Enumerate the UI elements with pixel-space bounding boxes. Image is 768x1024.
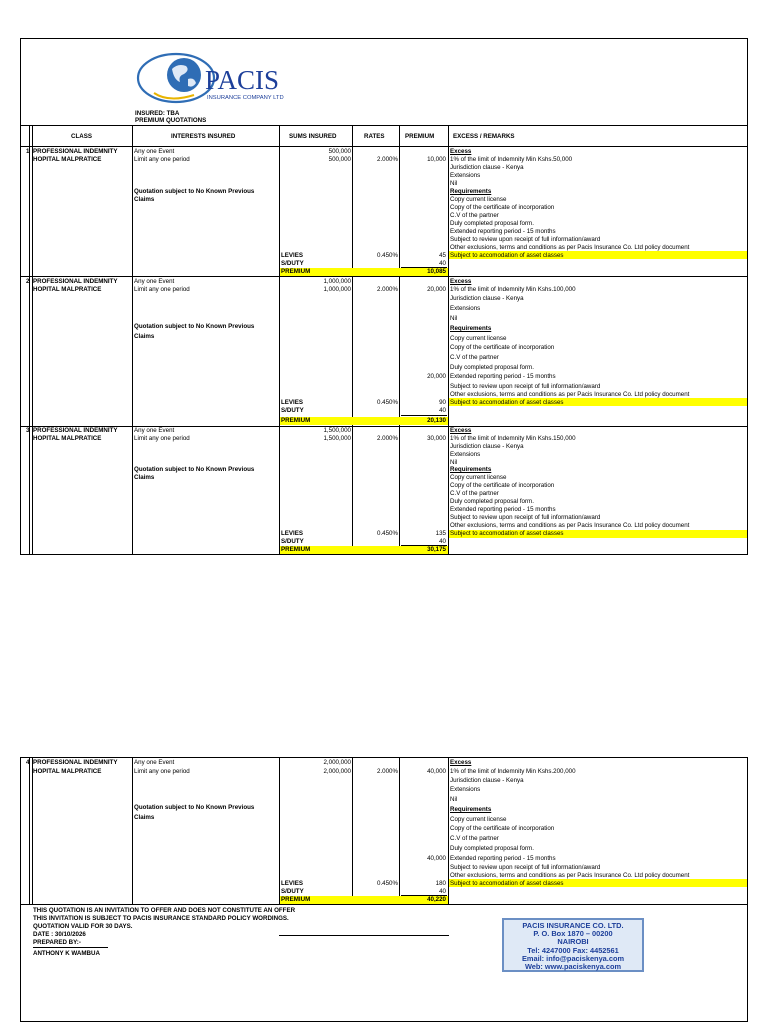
quote-note-claims: Claims: [134, 474, 155, 481]
jurisdiction: Jurisdiction clause - Kenya: [450, 295, 524, 302]
levies-label: LEVIES: [281, 880, 304, 887]
extensions: Extensions: [450, 172, 481, 179]
interest-event: Any one Event: [134, 148, 175, 155]
requirements-title: Requirements: [450, 466, 492, 473]
total-premium-label: PREMIUM: [281, 546, 311, 553]
jurisdiction: Jurisdiction clause - Kenya: [450, 777, 524, 784]
requirement: Duly completed proposal form.: [450, 220, 534, 227]
excess-title: Excess: [450, 759, 472, 766]
requirement: Extended reporting period - 15 months: [450, 506, 556, 513]
stamp-web: Web: www.paciskenya.com: [524, 962, 622, 972]
requirement: Copy of the certificate of incorporation: [450, 482, 555, 489]
stamp-duty-label: S/DUTY: [281, 538, 304, 545]
excess-title: Excess: [450, 278, 472, 285]
premium: 30,000: [427, 435, 446, 442]
premium: 40,000: [427, 768, 446, 775]
sum-insured-period: 500,000: [328, 156, 351, 163]
extensions-nil: Nil: [450, 796, 458, 803]
total-premium: 20,130: [427, 417, 446, 424]
requirements-title: Requirements: [450, 806, 492, 813]
levies-amount: 45: [439, 252, 446, 259]
class-subname: HOPITAL MALPRATICE: [33, 435, 102, 442]
jurisdiction: Jurisdiction clause - Kenya: [450, 443, 524, 450]
class-subname: HOPITAL MALPRATICE: [33, 286, 102, 293]
premium: 20,000: [427, 286, 446, 293]
extended-period-premium: 40,000: [427, 855, 446, 862]
requirement: Subject to review upon receipt of full information/award: [450, 514, 601, 521]
total-premium: 10,085: [427, 268, 446, 275]
sum-insured-period: 2,000,000: [323, 768, 351, 775]
class-name: PROFESSIONAL INDEMNITY: [33, 278, 118, 285]
requirement: Subject to review upon receipt of full information/award: [450, 864, 601, 871]
col-interests: INTERESTS INSURED: [171, 133, 236, 140]
requirement: Duly completed proposal form.: [450, 845, 534, 852]
quote-note-claims: Claims: [134, 196, 155, 203]
levies-amount: 90: [439, 399, 446, 406]
stamp-duty-amount: 40: [439, 407, 446, 414]
class-name: PROFESSIONAL INDEMNITY: [33, 427, 118, 434]
quotation-page-2: [20, 757, 748, 1022]
stamp-city: NAIROBI: [557, 937, 589, 947]
requirement: Duly completed proposal form.: [450, 364, 534, 371]
disclaimer-wordings: THIS INVITATION IS SUBJECT TO PACIS INSURANCE STANDARD POLICY WORDINGS.: [33, 915, 289, 922]
sum-insured-period: 1,000,000: [323, 286, 351, 293]
requirement: Extended reporting period - 15 months: [450, 373, 556, 380]
quotation-page-1: [20, 38, 748, 555]
requirement: C.V of the partner: [450, 354, 499, 361]
quote-note: Quotation subject to No Known Previous: [134, 323, 255, 330]
sum-insured-period: 1,500,000: [323, 435, 351, 442]
class-name: PROFESSIONAL INDEMNITY: [33, 148, 118, 155]
col-sums: SUMS INSURED: [289, 133, 337, 140]
excess-title: Excess: [450, 427, 472, 434]
requirements-title: Requirements: [450, 188, 492, 195]
class-subname: HOPITAL MALPRATICE: [33, 156, 102, 163]
stamp-duty-amount: 40: [439, 888, 446, 895]
levies-amount: 135: [435, 530, 446, 537]
requirement: Subject to review upon receipt of full information/award: [450, 383, 601, 390]
option-number: 4: [26, 759, 30, 766]
requirement: Other exclusions, terms and conditions as per Pacis Insurance Co. Ltd policy document: [450, 522, 690, 529]
extensions: Extensions: [450, 305, 481, 312]
rate: 2.000%: [377, 156, 398, 163]
col-class: CLASS: [71, 133, 92, 140]
levies-rate: 0.450%: [377, 530, 398, 537]
logo-wordmark: PACIS: [205, 65, 280, 95]
quotation-date: DATE : 30/10/2026: [33, 931, 86, 938]
company-stamp: [502, 918, 644, 972]
excess-amount: 1% of the limit of Indemnity Min Kshs.50,000: [450, 156, 573, 163]
requirement: Other exclusions, terms and conditions as per Pacis Insurance Co. Ltd policy document: [450, 391, 690, 398]
extensions: Extensions: [450, 451, 481, 458]
requirements-title: Requirements: [450, 325, 492, 332]
class-subname: HOPITAL MALPRATICE: [33, 768, 102, 775]
interest-period: Limit any one period: [134, 156, 190, 163]
sum-insured-event: 500,000: [328, 148, 351, 155]
interest-event: Any one Event: [134, 278, 175, 285]
requirement: C.V of the partner: [450, 212, 499, 219]
levies-rate: 0.450%: [377, 252, 398, 259]
quote-note: Quotation subject to No Known Previous: [134, 188, 255, 195]
col-premium: PREMIUM: [405, 133, 435, 140]
requirement-asset-classes: Subject to accomodation of asset classes: [450, 530, 564, 537]
extended-period-premium: 20,000: [427, 373, 446, 380]
option-number: 3: [26, 427, 30, 434]
extensions-nil: Nil: [450, 315, 458, 322]
total-premium-label: PREMIUM: [281, 896, 311, 903]
requirement: Copy of the certificate of incorporation: [450, 344, 555, 351]
stamp-email: Email: info@paciskenya.com: [521, 953, 625, 963]
logo-tagline: INSURANCE COMPANY LTD: [207, 95, 284, 101]
excess-amount: 1% of the limit of Indemnity Min Kshs.100,000: [450, 286, 576, 293]
extensions-nil: Nil: [450, 459, 458, 466]
stamp-duty-amount: 40: [439, 260, 446, 267]
prepared-by-label: PREPARED BY:-: [33, 939, 81, 946]
requirement: Copy current license: [450, 335, 507, 342]
company-logo: [136, 49, 326, 107]
premium: 10,000: [427, 156, 446, 163]
requirement: Duly completed proposal form.: [450, 498, 534, 505]
requirement: Subject to review upon receipt of full information/award: [450, 236, 601, 243]
validity-note: QUOTATION VALID FOR 30 DAYS.: [33, 923, 133, 930]
levies-rate: 0.450%: [377, 880, 398, 887]
col-rates: RATES: [364, 133, 385, 140]
requirement: Copy current license: [450, 474, 507, 481]
levies-label: LEVIES: [281, 399, 304, 406]
requirement: Copy of the certificate of incorporation: [450, 825, 555, 832]
option-number: 2: [26, 278, 30, 285]
total-premium: 30,175: [427, 546, 446, 553]
requirement: C.V of the partner: [450, 490, 499, 497]
interest-period: Limit any one period: [134, 286, 190, 293]
interest-period: Limit any one period: [134, 435, 190, 442]
levies-label: LEVIES: [281, 252, 304, 259]
quote-note-claims: Claims: [134, 333, 155, 340]
col-excess: EXCESS / REMARKS: [453, 133, 515, 140]
stamp-po-box: P. O. Box 1870 – 00200: [533, 929, 613, 939]
option-number: 1: [26, 148, 30, 155]
interest-event: Any one Event: [134, 427, 175, 434]
sum-insured-event: 1,500,000: [323, 427, 351, 434]
premium-quotations-title: PREMIUM QUOTATIONS: [135, 117, 207, 124]
rate: 2.000%: [377, 768, 398, 775]
excess-amount: 1% of the limit of Indemnity Min Kshs.200,000: [450, 768, 576, 775]
requirement: Copy current license: [450, 816, 507, 823]
quote-note-claims: Claims: [134, 814, 155, 821]
class-name: PROFESSIONAL INDEMNITY: [33, 759, 118, 766]
excess-amount: 1% of the limit of Indemnity Min Kshs.150,000: [450, 435, 576, 442]
levies-rate: 0.450%: [377, 399, 398, 406]
stamp-duty-label: S/DUTY: [281, 888, 304, 895]
disclaimer-offer: THIS QUOTATION IS AN INVITATION TO OFFER AND DOES NOT CONSTITUTE AN OFFER: [33, 907, 296, 914]
total-premium-label: PREMIUM: [281, 417, 311, 424]
stamp-duty-label: S/DUTY: [281, 260, 304, 267]
levies-amount: 180: [435, 880, 446, 887]
requirement-asset-classes: Subject to accomodation of asset classes: [450, 880, 564, 887]
requirement: Other exclusions, terms and conditions as per Pacis Insurance Co. Ltd policy document: [450, 872, 690, 879]
stamp-duty-amount: 40: [439, 538, 446, 545]
rate: 2.000%: [377, 286, 398, 293]
jurisdiction: Jurisdiction clause - Kenya: [450, 164, 524, 171]
interest-period: Limit any one period: [134, 768, 190, 775]
quote-note: Quotation subject to No Known Previous: [134, 804, 255, 811]
requirement: C.V of the partner: [450, 835, 499, 842]
requirement: Extended reporting period - 15 months: [450, 855, 556, 862]
stamp-duty-label: S/DUTY: [281, 407, 304, 414]
rate: 2.000%: [377, 435, 398, 442]
sum-insured-event: 2,000,000: [323, 759, 351, 766]
requirement: Other exclusions, terms and conditions as per Pacis Insurance Co. Ltd policy document: [450, 244, 690, 251]
quote-note: Quotation subject to No Known Previous: [134, 466, 255, 473]
levies-label: LEVIES: [281, 530, 304, 537]
insured-label: INSURED: TBA: [135, 110, 180, 117]
interest-event: Any one Event: [134, 759, 175, 766]
extensions-nil: Nil: [450, 180, 458, 187]
stamp-company-name: PACIS INSURANCE CO. LTD.: [522, 921, 624, 930]
requirement-asset-classes: Subject to accomodation of asset classes: [450, 399, 564, 406]
extensions: Extensions: [450, 786, 481, 793]
total-premium-label: PREMIUM: [281, 268, 311, 275]
globe-logo-icon: [136, 49, 326, 107]
stamp-phone: Tel: 4247000 Fax: 4452561: [527, 945, 619, 955]
total-premium: 40,220: [427, 896, 446, 903]
requirement: Copy of the certificate of incorporation: [450, 204, 555, 211]
requirement-asset-classes: Subject to accomodation of asset classes: [450, 252, 564, 259]
requirement: Extended reporting period - 15 months: [450, 228, 556, 235]
excess-title: Excess: [450, 148, 472, 155]
sum-insured-event: 1,000,000: [323, 278, 351, 285]
requirement: Copy current license: [450, 196, 507, 203]
preparer-name: ANTHONY K WAMBUA: [33, 950, 100, 957]
